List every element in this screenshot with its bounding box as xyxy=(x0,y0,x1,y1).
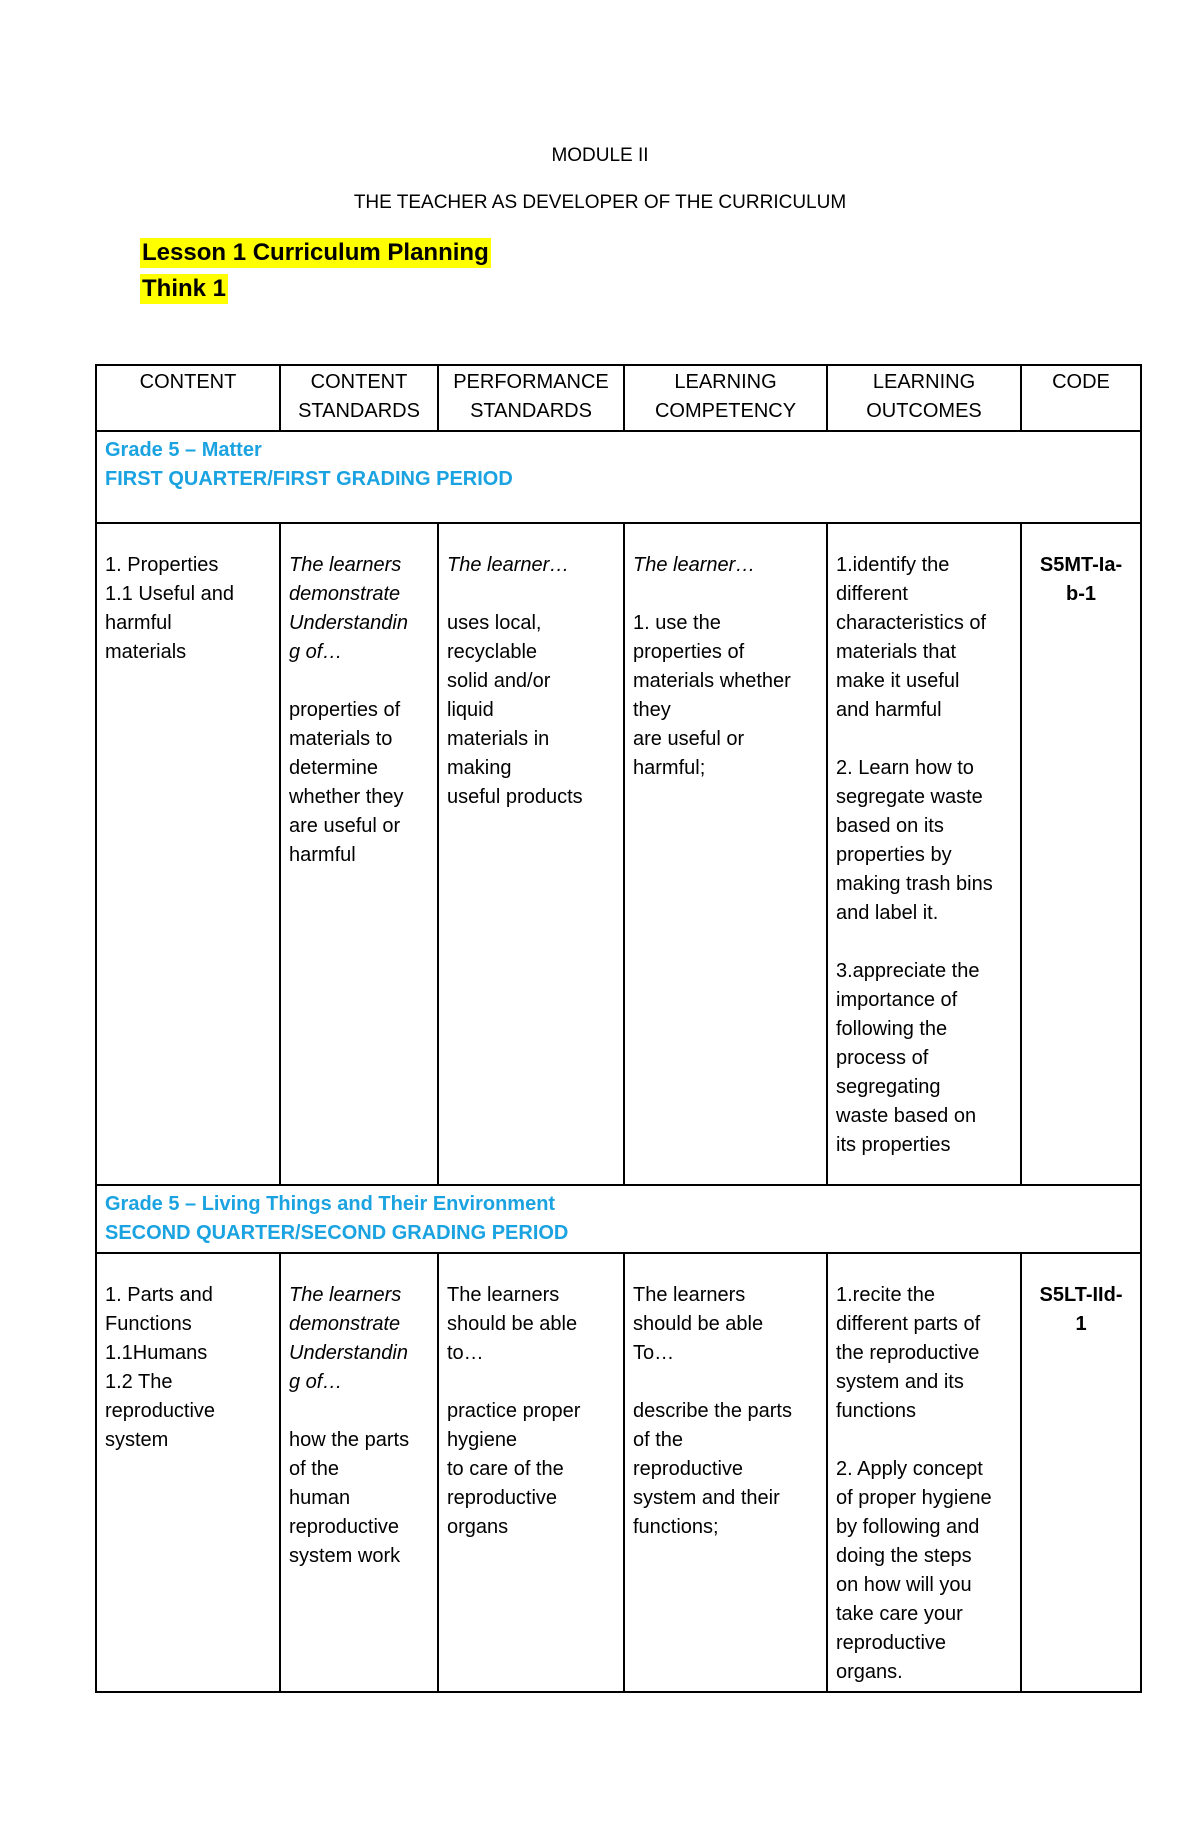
cell-text-line: STANDARDS xyxy=(298,400,420,422)
cell-content-standards xyxy=(280,1253,438,1692)
cell-text-line: The learners xyxy=(289,554,402,576)
cell-text-line: To… xyxy=(633,1342,675,1364)
cell-text-line: COMPETENCY xyxy=(654,400,797,422)
cell-text-line: useful products xyxy=(447,786,583,808)
cell-text-line: its properties xyxy=(836,1134,951,1156)
grade-label: Grade 5 – Living Things and Their Environment xyxy=(105,1193,556,1215)
cell-text-line: segregate waste xyxy=(836,786,983,808)
cell-text-line: by following and xyxy=(836,1516,980,1538)
cell-text-line: materials in xyxy=(447,728,550,750)
cell-text-line: b-1 xyxy=(1066,583,1096,605)
cell-text-line: are useful or xyxy=(289,815,401,837)
cell-text-line: properties by xyxy=(836,844,952,866)
cell-text-line: how the parts xyxy=(289,1429,410,1451)
cell-text-line: recyclable xyxy=(447,641,538,663)
cell-text-line: should be able xyxy=(447,1313,578,1335)
cell-text-line: reproductive xyxy=(289,1516,400,1538)
cell-text-line: CONTENT xyxy=(139,371,237,393)
quarter-label: FIRST QUARTER/FIRST GRADING PERIOD xyxy=(105,468,513,490)
cell-code xyxy=(1021,1253,1141,1692)
cell-text-line: 1 xyxy=(1075,1313,1087,1335)
cell-text-line: 1.1Humans xyxy=(105,1342,208,1364)
cell-text-line: are useful or xyxy=(633,728,745,750)
cell-text-line: and label it. xyxy=(836,902,939,924)
cell-text-line: harmful; xyxy=(633,757,706,779)
cell-text-line: on how will you xyxy=(836,1574,972,1596)
cell-text-line: The learners xyxy=(633,1284,746,1306)
cell-text-line: 2. Learn how to xyxy=(836,757,974,779)
section-2-heading xyxy=(96,1185,1141,1253)
cell-text-line: to care of the xyxy=(447,1458,564,1480)
cell-text-line: whether they xyxy=(289,786,404,808)
cell-text-line: should be able xyxy=(633,1313,764,1335)
cell-text-line: functions; xyxy=(633,1516,719,1538)
cell-text-line: 1. Properties xyxy=(105,554,219,576)
col-header-learning-outcomes xyxy=(827,365,1021,431)
cell-text-line: different xyxy=(836,583,908,605)
cell-text-line: and harmful xyxy=(836,699,942,721)
cell-text-line: functions xyxy=(836,1400,917,1422)
cell-text-line: liquid xyxy=(447,699,494,721)
table-header-row xyxy=(96,365,1141,431)
section-header-row xyxy=(96,1185,1141,1253)
cell-text-line: system xyxy=(105,1429,169,1451)
cell-text-line: The learners xyxy=(447,1284,560,1306)
cell-text-line: S5MT-Ia- xyxy=(1039,554,1123,576)
cell-text-line: PERFORMANCE xyxy=(453,371,609,393)
cell-text-line: of the xyxy=(633,1429,684,1451)
cell-learning-outcomes xyxy=(827,523,1021,1185)
cell-text-line: determine xyxy=(289,757,378,779)
cell-text-line: 1. Parts and xyxy=(105,1284,213,1306)
module-subtitle: THE TEACHER AS DEVELOPER OF THE CURRICULUM xyxy=(353,192,847,213)
table-row xyxy=(96,523,1141,1185)
cell-text-line: to… xyxy=(447,1342,484,1364)
cell-text-line: 1.1 Useful and xyxy=(105,583,234,605)
cell-text-line: The learner… xyxy=(447,554,570,576)
section-header-row xyxy=(96,431,1141,523)
module-title: MODULE II xyxy=(551,145,649,166)
cell-text-line: 2. Apply concept xyxy=(836,1458,983,1480)
cell-text-line: make it useful xyxy=(836,670,960,692)
cell-text-line: materials whether xyxy=(633,670,791,692)
cell-text-line: CODE xyxy=(1052,371,1110,393)
cell-text-line: properties of xyxy=(633,641,745,663)
think-label: Think 1 xyxy=(142,275,227,302)
cell-text-line: materials xyxy=(105,641,187,663)
cell-text-line: system work xyxy=(289,1545,401,1567)
cell-text-line: 1.identify the xyxy=(836,554,950,576)
cell-text-line: reproductive xyxy=(836,1632,947,1654)
cell-text-line: reproductive xyxy=(633,1458,744,1480)
cell-text-line: 3.appreciate the xyxy=(836,960,980,982)
cell-text-line: The learners xyxy=(289,1284,402,1306)
cell-learning-competency xyxy=(624,1253,827,1692)
cell-text-line: waste based on xyxy=(836,1105,977,1127)
cell-text-line: reproductive xyxy=(105,1400,216,1422)
cell-text-line: doing the steps xyxy=(836,1545,972,1567)
cell-text-line: uses local, xyxy=(447,612,542,634)
cell-text-line: materials that xyxy=(836,641,957,663)
cell-text-line: process of xyxy=(836,1047,929,1069)
grade-label: Grade 5 – Matter xyxy=(105,439,262,461)
cell-text-line: following the xyxy=(836,1018,948,1040)
cell-text-line: materials to xyxy=(289,728,393,750)
cell-text-line: The learner… xyxy=(633,554,756,576)
cell-text-line: making trash bins xyxy=(836,873,993,895)
cell-text-line: segregating xyxy=(836,1076,941,1098)
cell-text-line: of the xyxy=(289,1458,340,1480)
cell-text-line: LEARNING xyxy=(872,371,976,393)
cell-performance-standards xyxy=(438,1253,624,1692)
cell-text-line: STANDARDS xyxy=(470,400,592,422)
cell-text-line: practice proper xyxy=(447,1400,581,1422)
col-header-performance-standards xyxy=(438,365,624,431)
cell-text-line: demonstrate xyxy=(289,1313,401,1335)
curriculum-table xyxy=(95,364,1142,1693)
cell-text-line: take care your xyxy=(836,1603,963,1625)
col-header-code xyxy=(1021,365,1141,431)
cell-learning-competency xyxy=(624,523,827,1185)
cell-text-line: LEARNING xyxy=(674,371,777,393)
cell-text-line: properties of xyxy=(289,699,401,721)
cell-text-line: system and their xyxy=(633,1487,780,1509)
cell-content xyxy=(96,1253,280,1692)
cell-text-line: Understandin xyxy=(289,612,408,634)
col-header-content xyxy=(96,365,280,431)
cell-text-line: Functions xyxy=(105,1313,192,1335)
cell-text-line: importance of xyxy=(836,989,958,1011)
cell-text-line: g of… xyxy=(289,1371,343,1393)
cell-content xyxy=(96,523,280,1185)
cell-text-line: different parts of xyxy=(836,1313,981,1335)
cell-text-line: solid and/or xyxy=(447,670,551,692)
cell-text-line: 1.recite the xyxy=(836,1284,935,1306)
cell-text-line: OUTCOMES xyxy=(866,400,982,422)
cell-text-line: organs xyxy=(447,1516,509,1538)
lesson-title: Lesson 1 Curriculum Planning xyxy=(142,239,489,266)
cell-text-line: Understandin xyxy=(289,1342,408,1364)
table-row xyxy=(96,1253,1141,1692)
cell-content-standards xyxy=(280,523,438,1185)
cell-text-line: reproductive xyxy=(447,1487,558,1509)
cell-text-line: based on its xyxy=(836,815,944,837)
col-header-content-standards xyxy=(280,365,438,431)
quarter-label: SECOND QUARTER/SECOND GRADING PERIOD xyxy=(105,1222,569,1244)
cell-text-line: g of… xyxy=(289,641,343,663)
cell-text-line: S5LT-IId- xyxy=(1039,1284,1123,1306)
cell-text-line: describe the parts xyxy=(633,1400,792,1422)
cell-text-line: demonstrate xyxy=(289,583,401,605)
cell-text-line: making xyxy=(447,757,512,779)
cell-text-line: system and its xyxy=(836,1371,964,1393)
cell-text-line: they xyxy=(633,699,671,721)
cell-text-line: the reproductive xyxy=(836,1342,980,1364)
cell-text-line: human xyxy=(289,1487,351,1509)
cell-text-line: organs. xyxy=(836,1661,903,1683)
cell-text-line: characteristics of xyxy=(836,612,987,634)
cell-text-line: harmful xyxy=(289,844,356,866)
cell-text-line: of proper hygiene xyxy=(836,1487,992,1509)
cell-text-line: 1.2 The xyxy=(105,1371,173,1393)
cell-code xyxy=(1021,523,1141,1185)
col-header-learning-competency xyxy=(624,365,827,431)
cell-text-line: harmful xyxy=(105,612,172,634)
cell-text-line: hygiene xyxy=(447,1429,518,1451)
cell-performance-standards xyxy=(438,523,624,1185)
section-1-heading xyxy=(96,431,1141,523)
cell-text-line: CONTENT xyxy=(310,371,408,393)
cell-learning-outcomes xyxy=(827,1253,1021,1692)
cell-text-line: 1. use the xyxy=(633,612,721,634)
